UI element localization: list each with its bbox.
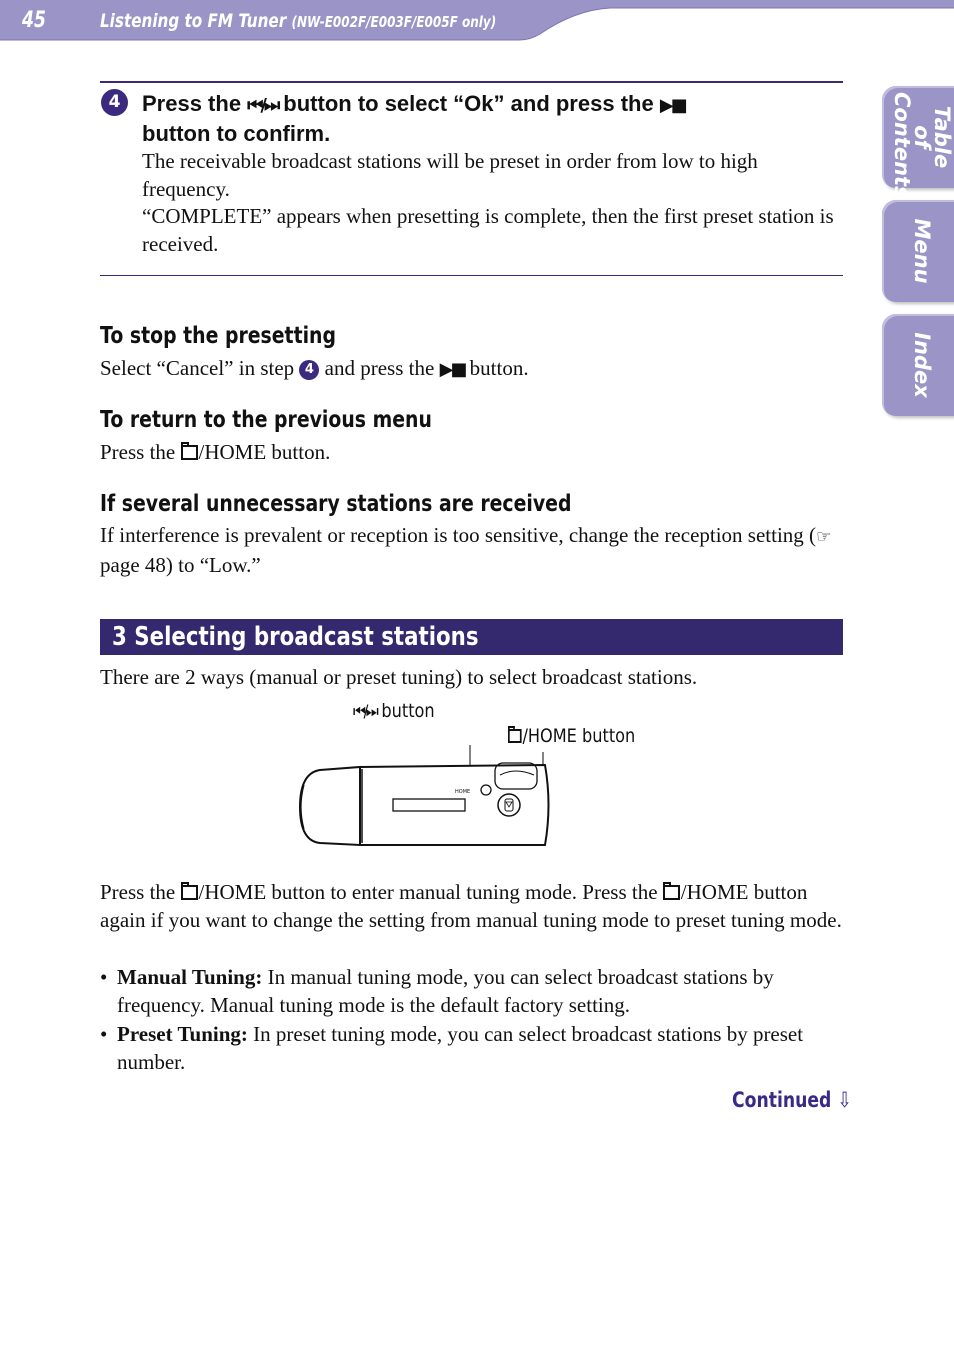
figure-label-prev-next: ⏮/⏭ button [353, 700, 435, 722]
arrow-down-icon: ⇩ [837, 1088, 852, 1112]
device-home-text: HOME [455, 789, 471, 795]
page-number: 45 [22, 8, 46, 33]
hand-pointer-icon: ☞ [816, 527, 832, 547]
tuning-bullets [100, 964, 845, 1078]
return-title: To return to the previous menu [100, 407, 432, 433]
return-text: Press the /HOME button. [100, 440, 331, 464]
step-ref-badge: 4 [299, 360, 319, 380]
folder-icon [663, 885, 680, 900]
step-number: 4 [101, 89, 128, 116]
several-text: If interference is prevalent or reception is too sensitive, change the reception setting (☞ page 48) to “Low.” [100, 523, 832, 577]
play-stop-icon: ▶■ [439, 359, 465, 380]
tab-index[interactable] [882, 314, 954, 416]
stop-title: To stop the presetting [100, 323, 336, 349]
several-title: If several unnecessary stations are received [100, 491, 572, 517]
folder-icon [181, 445, 198, 460]
section-bar [100, 619, 843, 655]
figure-label-home: /HOME button [508, 725, 635, 747]
tab-menu[interactable] [882, 200, 954, 302]
step-body-1: The receivable broadcast stations will be preset in order from low to high frequency. [142, 149, 758, 201]
prev-next-icon: ⏮/⏭ [353, 702, 377, 722]
prev-next-icon: ⏮/⏭ [247, 95, 278, 116]
header-title: Listening to FM Tuner (NW-E002F/E003F/E005F only) [100, 10, 497, 32]
folder-icon [508, 729, 522, 743]
manual-text: Press the /HOME button to enter manual tuning mode. Press the /HOME button again if you want to change the setting from manual tuning mode to preset tuning mode. [100, 880, 842, 932]
tab-table-of-contents-label: Table of Contents [890, 92, 954, 199]
play-stop-icon: ▶■ [659, 95, 685, 116]
tab-menu-label: Menu [910, 218, 934, 284]
list-item: • Manual Tuning: In manual tuning mode, you can select broadcast stations by frequency. Manual tuning mode is the default factory setting. [100, 964, 845, 1019]
continued-link[interactable]: Continued ⇩ [732, 1088, 852, 1112]
section-intro: There are 2 ways (manual or preset tuning) to select broadcast stations. [100, 665, 698, 689]
tab-index-label: Index [910, 332, 934, 398]
stop-text: Select “Cancel” in step 4 and press the ▶■ button. [100, 356, 529, 380]
page-header [0, 0, 954, 44]
section-title: 3 Selecting broadcast stations [112, 622, 479, 652]
step-body-2: “COMPLETE” appears when presetting is complete, then the first preset station is received. [142, 204, 834, 256]
tab-table-of-contents[interactable] [882, 86, 954, 199]
step-heading: Press the ⏮/⏭ button to select “Ok” and press the ▶■ button to confirm. [142, 91, 685, 146]
device-illustration [290, 745, 560, 855]
list-item: • Preset Tuning: In preset tuning mode, you can select broadcast stations by preset number. [100, 1021, 845, 1076]
folder-icon [181, 885, 198, 900]
step-body [142, 148, 842, 258]
